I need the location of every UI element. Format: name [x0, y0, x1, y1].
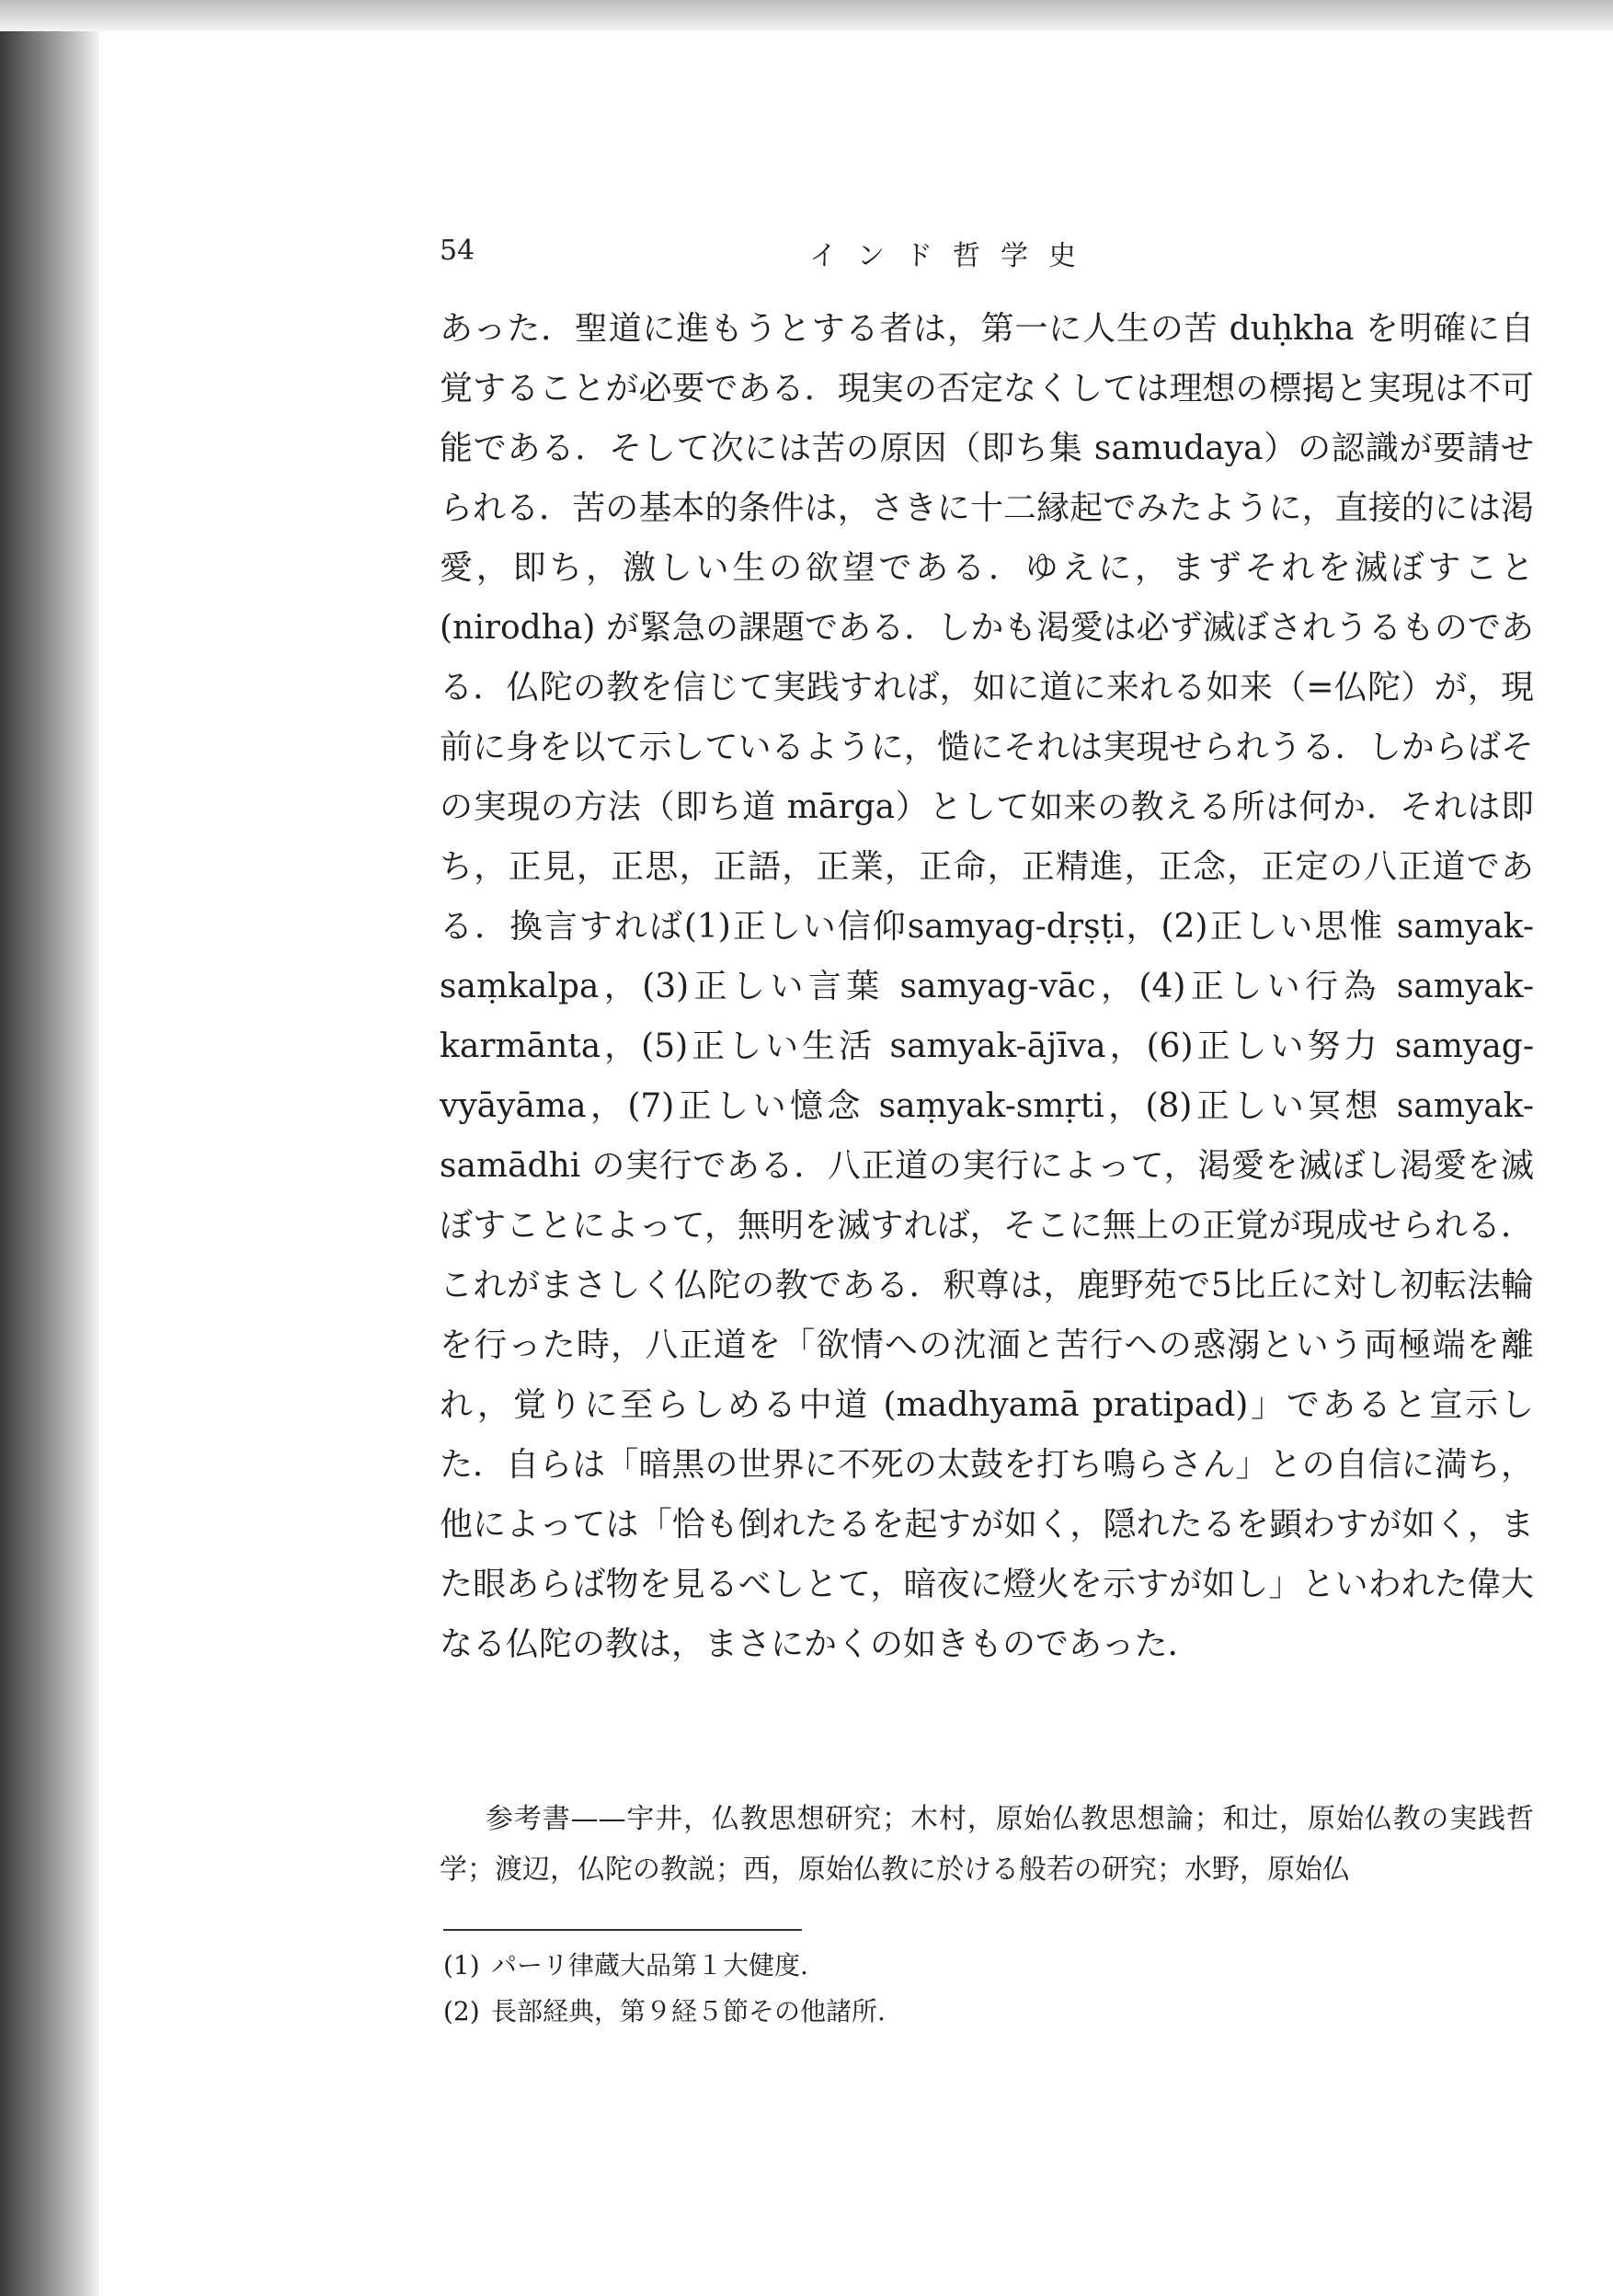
body-text [440, 299, 1534, 1674]
body-paragraph: あった．聖道に進もうとする者は，第一に人生の苦 duḥkha を明確に自覚することが必要である．現実の否定なくしては理想の標掲と実現は不可能である．そして次には苦の原因（即ち集 samudaya）の認識が要請せられる．苦の基本的条件は，さきに十二縁起でみたように，直接的には渇愛，即ち，激しい生の欲望である．ゆえに，まずそれを滅ぼすこと (nirodha) が緊急の課題である．しかも渇愛は必ず滅ぼされうるものである．仏陀の教を信じて実践すれば，如に道に来れる如来（=仏陀）が，現前に身を以て示しているように，慥にそれは実現せられうる．しからばその実現の方法（即ち道 mārga）として如来の教える所は何か．それは即ち，正見，正思，正語，正業，正命，正精進，正念，正定の八正道である．換言すれば(1)正しい信仰samyag-dṛṣṭi，(2)正しい思惟 samyak-saṃkalpa，(3)正しい言葉 samyag-vāc，(4)正しい行為 samyak-karmānta，(5)正しい生活 samyak-ājīva，(6)正しい努力 samyag-vyāyāma，(7)正しい憶念 saṃyak-smṛti，(8)正しい冥想 samyak-samādhi の実行である．八正道の実行によって，渇愛を滅ぼし渇愛を滅ぼすことによって，無明を滅すれば，そこに無上の正覚が現成せられる．これがまさしく仏陀の教である．釈尊は，鹿野苑で5比丘に対し初転法輪を行った時，八正道を「欲情への沈湎と苦行への惑溺という両極端を離れ，覚りに至らしめる中道 (madhyamā pratipad)」であると宣示した．自らは「暗黒の世界に不死の太鼓を打ち鳴らさん」との自信に満ち，他によっては「恰も倒れたるを起すが如く，隠れたるを顕わすが如く，また眼あらば物を見るべしとて，暗夜に燈火を示すが如し」といわれた偉大なる仏陀の教は，まさにかくの如きものであった． [440, 310, 1534, 1663]
page-header [440, 235, 1534, 271]
top-edge [0, 0, 1613, 31]
binding-edge [0, 0, 99, 2296]
page-number: 54 [440, 235, 475, 267]
footnote-marker: (2) [443, 1996, 480, 2026]
running-title: インド哲学史 [809, 240, 1096, 272]
footnotes [443, 1943, 1455, 2035]
footnote-1 [443, 1943, 1455, 1989]
footnote-rule [443, 1929, 802, 1931]
references [440, 1794, 1534, 1895]
footnote-2 [443, 1989, 1455, 2035]
footnote-text: 長部経典，第９経５節その他諸所. [491, 1996, 886, 2026]
footnote-marker: (1) [443, 1950, 480, 1980]
footnote-text: パーリ律蔵大品第１大健度. [491, 1950, 808, 1980]
references-text: 参考書——宇井，仏教思想研究；木村，原始仏教思想論；和辻，原始仏教の実践哲学；渡辺，仏陀の教説；西，原始仏教に於ける般若の研究；水野，原始仏 [440, 1803, 1534, 1886]
